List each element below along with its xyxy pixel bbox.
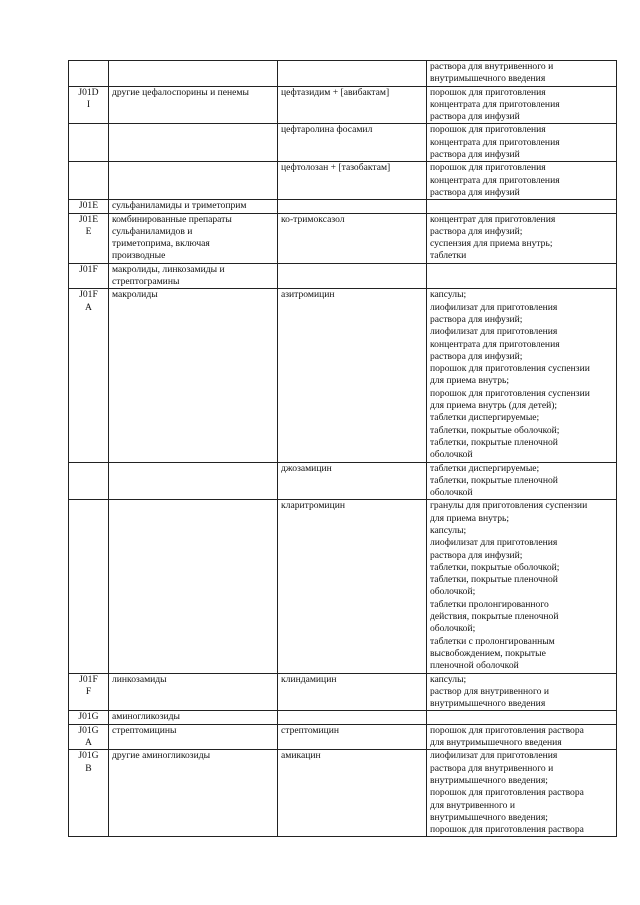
dosage-forms-line: капсулы; (430, 289, 467, 301)
atc-code-line: J01E (78, 213, 99, 225)
drug-name-line: джозамицин (281, 462, 332, 474)
atc-code-cell (69, 200, 109, 213)
drug-name-cell (278, 724, 427, 750)
atc-code-line: J01E (78, 200, 99, 212)
dosage-forms-line: раствора для инфузий; (430, 350, 523, 362)
dosage-forms-line: оболочкой; (430, 623, 476, 635)
atc-code-line: J01F (79, 289, 98, 301)
dosage-forms-line: таблетки с пролонгированным (430, 635, 555, 647)
atc-code-cell (69, 162, 109, 200)
dosage-forms-cell (427, 200, 617, 213)
group-name-cell (109, 200, 278, 213)
dosage-forms-line: раствора для инфузий (430, 111, 520, 123)
dosage-forms-line: для внутривенного и (430, 799, 516, 811)
group-name-line: сульфаниламиды и триметоприм (112, 200, 247, 212)
atc-code-cell (69, 213, 109, 263)
group-name-cell (109, 213, 278, 263)
atc-code-line: I (86, 98, 91, 110)
table-row (69, 263, 617, 289)
drug-name-cell (278, 500, 427, 673)
dosage-forms-line: порошок для приготовления суспензии (430, 387, 590, 399)
atc-code-cell (69, 711, 109, 724)
drug-name-cell (278, 711, 427, 724)
dosage-forms-line: порошок для приготовления раствора (430, 724, 584, 736)
drug-name-line: ко-тримоксазол (281, 213, 345, 225)
dosage-forms-cell (427, 289, 617, 462)
dosage-forms-line: действия, покрытые пленочной (430, 611, 559, 623)
atc-code-line: B (85, 762, 92, 774)
drug-list-table (68, 60, 617, 837)
table-row (69, 124, 617, 162)
group-name-line: макролиды, линкозамиды и (112, 263, 225, 275)
dosage-forms-cell (427, 724, 617, 750)
dosage-forms-line: таблетки, покрытые пленочной (430, 436, 558, 448)
table-row (69, 500, 617, 673)
group-name-cell (109, 750, 278, 837)
atc-code-line: J01D (78, 86, 99, 98)
dosage-forms-line: лиофилизат для приготовления (430, 301, 558, 313)
drug-name-line: амикацин (281, 750, 321, 762)
atc-code-cell (69, 124, 109, 162)
drug-name-line: азитромицин (281, 289, 335, 301)
drug-name-line: кларитромицин (281, 500, 345, 512)
dosage-forms-line: раствора для инфузий; (430, 549, 523, 561)
group-name-line: триметоприма, включая (112, 238, 210, 250)
drug-name-cell (278, 750, 427, 837)
group-name-line: сульфаниламидов и (112, 225, 193, 237)
dosage-forms-line: внутримышечного введения (430, 73, 546, 85)
dosage-forms-line: раствор для внутривенного и (430, 685, 549, 697)
dosage-forms-line: раствора для внутривенного и (430, 762, 554, 774)
atc-code-cell (69, 673, 109, 711)
dosage-forms-line: для приема внутрь; (430, 375, 510, 387)
dosage-forms-cell (427, 124, 617, 162)
atc-code-line: J01F (79, 673, 98, 685)
dosage-forms-cell (427, 711, 617, 724)
dosage-forms-line: гранулы для приготовления суспензии (430, 500, 588, 512)
dosage-forms-line: раствора для инфузий; (430, 225, 523, 237)
dosage-forms-line: порошок для приготовления раствора (430, 824, 584, 836)
dosage-forms-line: таблетки (430, 250, 467, 262)
dosage-forms-line: концентрат для приготовления (430, 213, 556, 225)
dosage-forms-cell (427, 263, 617, 289)
drug-name-cell (278, 289, 427, 462)
atc-code-cell (69, 263, 109, 289)
dosage-forms-line: концентрата для приготовления (430, 174, 560, 186)
dosage-forms-line: таблетки, покрытые пленочной (430, 574, 558, 586)
dosage-forms-line: концентрата для приготовления (430, 136, 560, 148)
dosage-forms-line: оболочкой; (430, 586, 476, 598)
dosage-forms-line: таблетки диспергируемые; (430, 412, 540, 424)
group-name-cell (109, 724, 278, 750)
table-row (69, 673, 617, 711)
dosage-forms-cell (427, 462, 617, 500)
dosage-forms-line: высвобождением, покрытые (430, 647, 546, 659)
table-row (69, 711, 617, 724)
dosage-forms-line: капсулы; (430, 524, 467, 536)
atc-code-line: E (85, 225, 92, 237)
dosage-forms-cell (427, 750, 617, 837)
group-name-line: стрептограмины (112, 276, 180, 288)
group-name-cell (109, 263, 278, 289)
dosage-forms-cell (427, 86, 617, 124)
dosage-forms-line: концентрата для приготовления (430, 338, 560, 350)
group-name-line: макролиды (112, 289, 158, 301)
drug-name-line: цефтаролина фосамил (281, 124, 373, 136)
group-name-line: линкозамиды (112, 673, 167, 685)
atc-code-line: A (85, 301, 92, 313)
drug-name-cell (278, 124, 427, 162)
dosage-forms-line: таблетки пролонгированного (430, 598, 549, 610)
drug-name-cell (278, 673, 427, 711)
drug-name-cell (278, 213, 427, 263)
atc-code-cell (69, 750, 109, 837)
atc-code-cell (69, 61, 109, 87)
dosage-forms-cell (427, 162, 617, 200)
dosage-forms-line: для внутримышечного введения (430, 737, 562, 749)
dosage-forms-line: оболочкой (430, 487, 473, 499)
dosage-forms-line: порошок для приготовления (430, 86, 546, 98)
drug-name-cell (278, 162, 427, 200)
group-name-cell (109, 462, 278, 500)
drug-name-line: цефтолозан + [тазобактам] (281, 162, 391, 174)
atc-code-line: A (85, 737, 92, 749)
dosage-forms-cell (427, 213, 617, 263)
group-name-cell (109, 124, 278, 162)
dosage-forms-line: лиофилизат для приготовления (430, 326, 558, 338)
table-row (69, 462, 617, 500)
table-row (69, 750, 617, 837)
dosage-forms-line: порошок для приготовления (430, 162, 546, 174)
dosage-forms-line: оболочкой (430, 449, 473, 461)
group-name-line: стрептомицины (112, 724, 177, 736)
group-name-cell (109, 86, 278, 124)
group-name-line: другие аминогликозиды (112, 750, 211, 762)
atc-code-cell (69, 289, 109, 462)
dosage-forms-line: порошок для приготовления раствора (430, 787, 584, 799)
group-name-line: комбинированные препараты (112, 213, 232, 225)
dosage-forms-line: лиофилизат для приготовления (430, 750, 558, 762)
dosage-forms-line: таблетки, покрытые оболочкой; (430, 424, 560, 436)
drug-name-cell (278, 86, 427, 124)
atc-code-cell (69, 462, 109, 500)
drug-name-cell (278, 200, 427, 213)
drug-name-cell (278, 263, 427, 289)
dosage-forms-line: пленочной оболочкой (430, 660, 519, 672)
table-row (69, 213, 617, 263)
dosage-forms-line: капсулы; (430, 673, 467, 685)
group-name-cell (109, 711, 278, 724)
group-name-cell (109, 289, 278, 462)
atc-code-cell (69, 86, 109, 124)
dosage-forms-line: лиофилизат для приготовления (430, 537, 558, 549)
drug-name-line: цефтазидим + [авибактам] (281, 86, 390, 98)
drug-name-cell (278, 462, 427, 500)
dosage-forms-line: раствора для внутривенного и (430, 61, 554, 72)
drug-name-line: клиндамицин (281, 673, 337, 685)
dosage-forms-line: раствора для инфузий; (430, 313, 523, 325)
table-row (69, 61, 617, 87)
table-row (69, 724, 617, 750)
group-name-line: аминогликозиды (112, 711, 180, 723)
atc-code-line: J01G (78, 750, 99, 762)
drug-name-cell (278, 61, 427, 87)
dosage-forms-line: раствора для инфузий (430, 186, 520, 198)
dosage-forms-line: внутримышечного введения; (430, 811, 548, 823)
group-name-cell (109, 500, 278, 673)
dosage-forms-line: порошок для приготовления суспензии (430, 363, 590, 375)
group-name-cell (109, 673, 278, 711)
dosage-forms-cell (427, 673, 617, 711)
table-row (69, 86, 617, 124)
table-row (69, 289, 617, 462)
table-body (69, 61, 617, 837)
table-row (69, 200, 617, 213)
dosage-forms-line: концентрата для приготовления (430, 98, 560, 110)
group-name-line: другие цефалоспорины и пенемы (112, 86, 249, 98)
drug-name-line: стрептомицин (281, 724, 340, 736)
group-name-line: производные (112, 250, 166, 262)
atc-code-line: J01G (78, 711, 99, 723)
atc-code-cell (69, 724, 109, 750)
dosage-forms-line: внутримышечного введения; (430, 774, 548, 786)
dosage-forms-line: для приема внутрь (для детей); (430, 400, 558, 412)
dosage-forms-line: суспензия для приема внутрь; (430, 238, 553, 250)
atc-code-line: J01F (79, 263, 98, 275)
dosage-forms-line: таблетки, покрытые оболочкой; (430, 561, 560, 573)
dosage-forms-line: таблетки диспергируемые; (430, 462, 540, 474)
dosage-forms-cell (427, 61, 617, 87)
dosage-forms-cell (427, 500, 617, 673)
atc-code-line: F (85, 685, 92, 697)
dosage-forms-line: порошок для приготовления (430, 124, 546, 136)
atc-code-line: J01G (78, 724, 99, 736)
table-row (69, 162, 617, 200)
dosage-forms-line: внутримышечного введения (430, 698, 546, 710)
atc-code-cell (69, 500, 109, 673)
dosage-forms-line: раствора для инфузий (430, 149, 520, 161)
dosage-forms-line: для приема внутрь; (430, 512, 510, 524)
group-name-cell (109, 61, 278, 87)
group-name-cell (109, 162, 278, 200)
dosage-forms-line: таблетки, покрытые пленочной (430, 474, 558, 486)
